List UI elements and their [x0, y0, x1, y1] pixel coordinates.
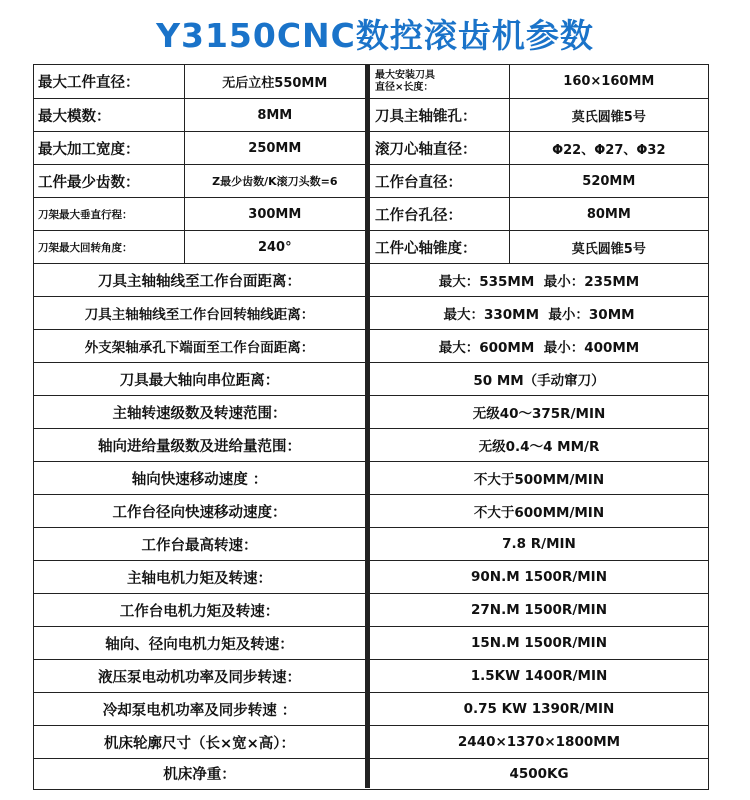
spec-value: 520MM [582, 173, 636, 189]
spec-label: 最大加工宽度： [34, 132, 185, 164]
spec-label: 最大模数： [34, 99, 185, 131]
spec-label: 工件最少齿数： [34, 165, 185, 197]
spec-value: Z最少齿数/K滚刀头数=6 [185, 165, 366, 197]
table-row [34, 495, 708, 528]
table-row [34, 561, 708, 594]
table-row [34, 330, 708, 363]
table-row [34, 528, 708, 561]
spec-label: 机床净重： [34, 759, 366, 788]
spec-label: 滚刀心轴直径： [366, 132, 510, 164]
table-row [34, 594, 708, 627]
table-row [34, 429, 708, 462]
spec-value: 莫氏圆锥5号 [571, 109, 646, 125]
spec-value: 最大：600MM 最小：400MM [366, 330, 708, 362]
table-row [34, 297, 708, 330]
spec-label: 工作台电机力矩及转速： [34, 594, 366, 626]
table-row [34, 759, 708, 788]
spec-value: 240° [185, 231, 366, 263]
table-row [34, 165, 708, 198]
spec-value: 无级0.4～4 MM/R [366, 429, 708, 461]
spec-label: 轴向快速移动速度 ： [34, 462, 366, 494]
spec-value: 无后立柱550MM [185, 65, 366, 98]
spec-value: 160×160MM [563, 74, 655, 89]
spec-label: 刀具主轴轴线至工作台回转轴线距离： [34, 297, 366, 329]
spec-value: 300MM [185, 198, 366, 230]
spec-value: 1.5KW 1400R/MIN [366, 660, 708, 692]
spec-label: 轴向、径向电机力矩及转速： [34, 627, 366, 659]
spec-value: Φ22、Φ27、Φ32 [552, 142, 666, 158]
spec-label: 刀具最大轴向串位距离： [34, 363, 366, 395]
spec-label: 主轴转速级数及转速范围： [34, 396, 366, 428]
spec-label: 工作台孔径： [366, 198, 510, 230]
table-row [34, 132, 708, 165]
table-row [34, 627, 708, 660]
spec-label: 刀具主轴锥孔： [366, 99, 510, 131]
spec-label: 工件心轴锥度： [366, 231, 510, 263]
table-row [34, 65, 708, 99]
spec-value: 不大于500MM/MIN [366, 462, 708, 494]
table-row [34, 462, 708, 495]
spec-value: 8MM [185, 99, 366, 131]
spec-value: 无级40～375R/MIN [366, 396, 708, 428]
table-row [34, 363, 708, 396]
spec-label: 外支架轴承孔下端面至工作台面距离： [34, 330, 366, 362]
spec-label: 工作台径向快速移动速度： [34, 495, 366, 527]
spec-label: 刀架最大垂直行程： [34, 198, 185, 230]
spec-label: 轴向进给量级数及进给量范围： [34, 429, 366, 461]
spec-value: 90N.M 1500R/MIN [366, 561, 708, 593]
spec-value: 50 MM（手动窜刀） [366, 363, 708, 395]
spec-value: 不大于600MM/MIN [366, 495, 708, 527]
table-row [34, 693, 708, 726]
spec-table [33, 64, 709, 790]
spec-label: 主轴电机力矩及转速： [34, 561, 366, 593]
spec-value: 4500KG [366, 759, 708, 788]
page-title: Y3150CNC数控滚齿机参数 [156, 16, 594, 55]
spec-value: 80MM [586, 206, 631, 222]
spec-value: 最大：535MM 最小：235MM [366, 264, 708, 296]
table-row [34, 99, 708, 132]
table-row [34, 660, 708, 693]
spec-value: 0.75 KW 1390R/MIN [366, 693, 708, 725]
spec-label: 刀具主轴轴线至工作台面距离： [34, 264, 366, 296]
spec-label: 液压泵电动机功率及同步转速： [34, 660, 366, 692]
table-row [34, 396, 708, 429]
spec-value: 7.8 R/MIN [366, 528, 708, 560]
spec-label: 刀架最大回转角度： [34, 231, 185, 263]
spec-value: 15N.M 1500R/MIN [366, 627, 708, 659]
spec-label: 工作台最高转速： [34, 528, 366, 560]
spec-value: 2440×1370×1800MM [366, 726, 708, 758]
spec-label: 机床轮廓尺寸（长×宽×高）： [34, 726, 366, 758]
table-row [34, 726, 708, 759]
table-row [34, 198, 708, 231]
table-row [34, 264, 708, 297]
spec-label: 冷却泵电机功率及同步转速 ： [34, 693, 366, 725]
spec-value: 最大：330MM 最小：30MM [366, 297, 708, 329]
spec-value: 27N.M 1500R/MIN [366, 594, 708, 626]
table-row [34, 231, 708, 264]
spec-label: 工作台直径： [366, 165, 510, 197]
spec-value: 250MM [185, 132, 366, 164]
spec-label: 最大工件直径： [34, 65, 185, 98]
spec-value: 莫氏圆锥5号 [571, 241, 646, 257]
spec-label: 最大安装刀具 直径×长度： [366, 65, 510, 98]
